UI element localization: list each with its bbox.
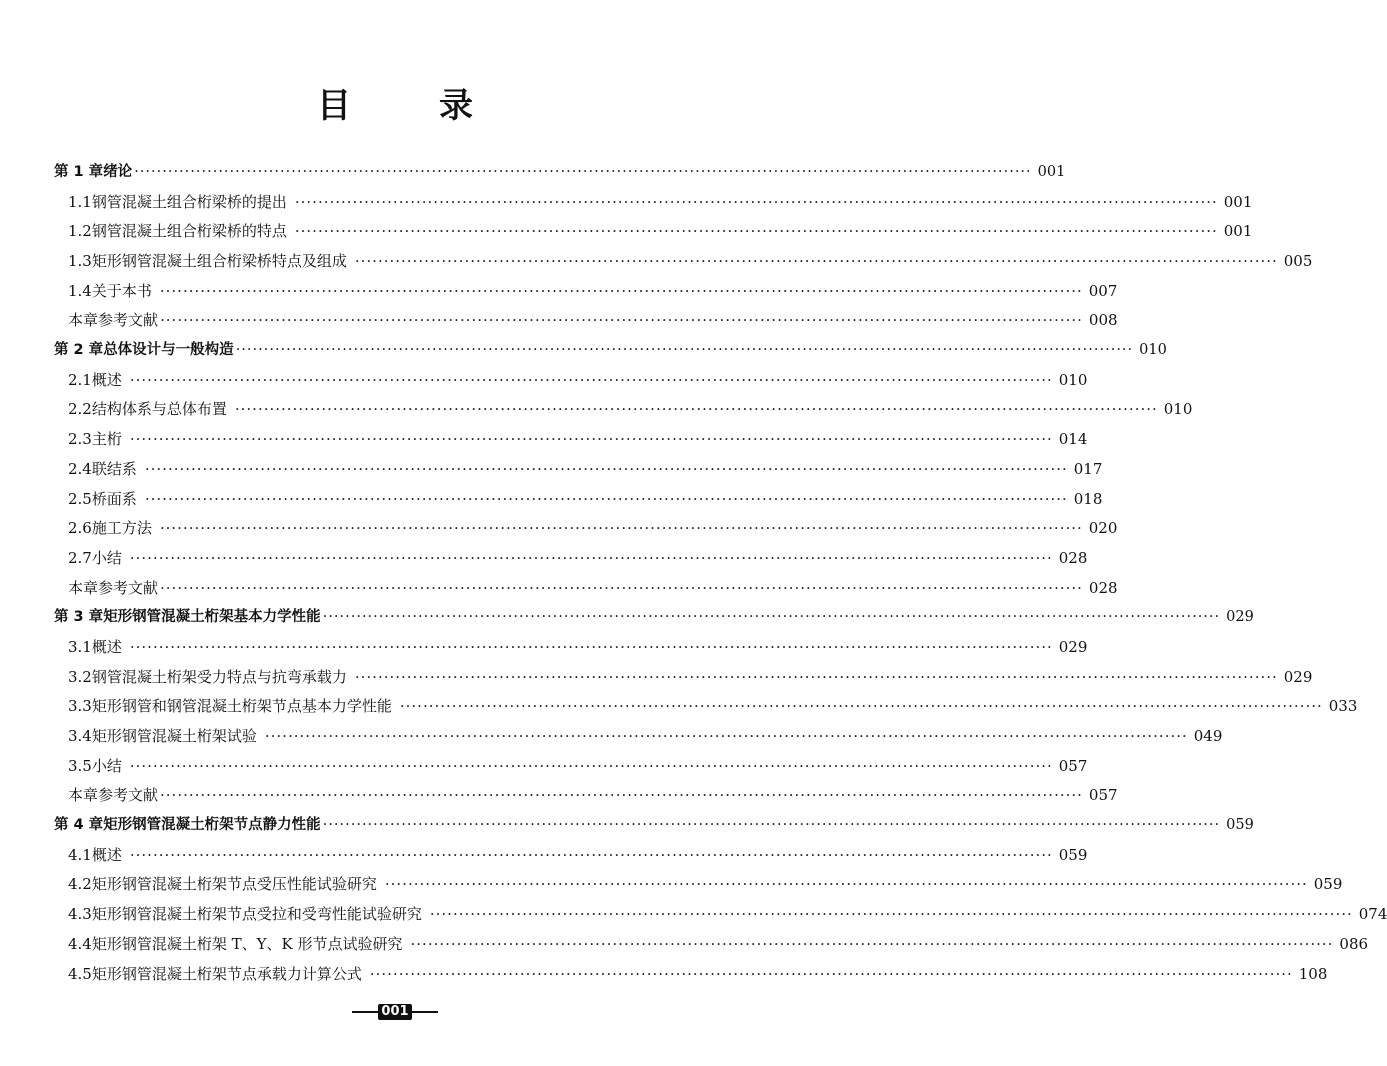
toc-entry-number: 4.5: [68, 964, 92, 983]
toc-entry-section[interactable]: [54, 900, 1387, 930]
table-of-contents: [54, 158, 1387, 989]
toc-entry-number: 第 1 章: [54, 163, 104, 180]
toc-entry-page: 028: [1058, 548, 1088, 567]
toc-entry-page: 033: [1328, 697, 1358, 716]
toc-entry-number: 3.4: [68, 727, 92, 746]
toc-entry-number: 3.3: [68, 697, 92, 716]
toc-entry-title: 施工方法: [91, 519, 152, 538]
toc-entry-page: 017: [1073, 459, 1103, 478]
toc-dot-leader: ································································································································································: [322, 609, 1221, 626]
toc-dot-leader: ································································································································································: [354, 252, 1278, 271]
toc-entry-section[interactable]: [54, 960, 1328, 990]
toc-entry-number: 4.3: [68, 905, 92, 924]
toc-entry-title: 钢管混凝土组合桁梁桥的特点: [91, 222, 287, 241]
toc-entry-title: 矩形钢管混凝土桁架 T、Y、K 形节点试验研究: [91, 934, 403, 953]
toc-entry-section[interactable]: [54, 663, 1313, 693]
toc-entry-page: 007: [1088, 281, 1118, 300]
toc-entry-section[interactable]: [54, 692, 1358, 722]
footer-dash-right: [412, 1011, 438, 1013]
toc-entry-page: 057: [1088, 786, 1118, 805]
toc-entry-number: 3.5: [68, 756, 92, 775]
toc-entry-section[interactable]: [54, 841, 1088, 871]
toc-entry-page: 029: [1058, 637, 1088, 656]
toc-entry-number: 3.1: [68, 637, 92, 656]
toc-entry-section[interactable]: [54, 425, 1088, 455]
toc-dot-leader: ································································································································································: [159, 519, 1083, 538]
toc-entry-title: 关于本书: [91, 281, 152, 300]
toc-dot-leader: ································································································································································: [369, 964, 1293, 983]
page-title-char-1: 目: [317, 86, 351, 126]
toc-entry-number: 4.4: [68, 934, 92, 953]
toc-entry-page: 059: [1226, 817, 1254, 834]
toc-dot-leader: ································································································································································: [129, 756, 1053, 775]
toc-entry-page: 049: [1193, 727, 1223, 746]
toc-entry-title: 总体设计与一般构造: [103, 342, 234, 359]
toc-entry-title: 联结系: [91, 459, 137, 478]
page-title-char-2: 录: [439, 86, 473, 126]
toc-dot-leader: ································································································································································: [144, 489, 1068, 508]
toc-entry-section[interactable]: [54, 188, 1253, 218]
toc-entry-section[interactable]: [54, 871, 1343, 901]
toc-dot-leader: ································································································································································: [410, 934, 1334, 953]
toc-entry-page: 057: [1058, 756, 1088, 775]
toc-entry-page: 029: [1283, 667, 1313, 686]
toc-entry-section[interactable]: [54, 396, 1193, 426]
toc-entry-number: 2.5: [68, 489, 92, 508]
toc-dot-leader: ································································································································································: [159, 281, 1083, 300]
toc-dot-leader: ································································································································································: [234, 400, 1158, 419]
toc-entry-page: 010: [1058, 370, 1088, 389]
toc-dot-leader: ································································································································································: [160, 786, 1083, 805]
toc-entry-page: 008: [1088, 311, 1118, 330]
toc-entry-ref[interactable]: [54, 781, 1118, 811]
toc-dot-leader: ································································································································································: [294, 192, 1218, 211]
toc-entry-page: 005: [1283, 252, 1313, 271]
toc-entry-number: 3.2: [68, 667, 92, 686]
toc-entry-title: 矩形钢管混凝土桁架试验: [91, 727, 257, 746]
toc-entry-number: 4.1: [68, 845, 92, 864]
toc-entry-title: 矩形钢管混凝土桁架节点静力性能: [103, 817, 321, 834]
toc-entry-page: 086: [1339, 934, 1369, 953]
toc-dot-leader: ································································································································································: [129, 637, 1053, 656]
toc-entry-number: 2.2: [68, 400, 92, 419]
toc-dot-leader: ································································································································································: [354, 667, 1278, 686]
toc-entry-section[interactable]: [54, 633, 1088, 663]
toc-dot-leader: ································································································································································: [294, 222, 1218, 241]
toc-entry-number: 1.1: [68, 192, 92, 211]
toc-entry-chapter[interactable]: [54, 603, 1254, 633]
toc-entry-number: 1.2: [68, 222, 92, 241]
toc-entry-section[interactable]: [54, 217, 1253, 247]
toc-entry-page: 014: [1058, 430, 1088, 449]
toc-entry-number: 第 2 章: [54, 342, 104, 359]
toc-entry-title: 钢管混凝土组合桁梁桥的提出: [91, 192, 287, 211]
toc-entry-title: 小结: [91, 756, 122, 775]
toc-entry-page: 018: [1073, 489, 1103, 508]
toc-entry-chapter[interactable]: [54, 811, 1254, 841]
toc-entry-title: 概述: [91, 637, 122, 656]
toc-entry-title: 本章参考文献: [68, 578, 159, 597]
toc-dot-leader: ································································································································································: [399, 697, 1323, 716]
toc-entry-section[interactable]: [54, 366, 1088, 396]
toc-entry-title: 矩形钢管混凝土桁架节点受压性能试验研究: [91, 875, 377, 894]
toc-entry-title: 矩形钢管和钢管混凝土桁架节点基本力学性能: [91, 697, 392, 716]
toc-entry-title: 矩形钢管混凝土桁架节点承载力计算公式: [91, 964, 362, 983]
toc-entry-chapter[interactable]: [54, 336, 1167, 366]
toc-dot-leader: ································································································································································: [264, 727, 1188, 746]
toc-entry-number: 1.4: [68, 281, 92, 300]
toc-entry-title: 结构体系与总体布置: [91, 400, 227, 419]
toc-entry-number: 2.6: [68, 519, 92, 538]
toc-entry-section[interactable]: [54, 752, 1088, 782]
toc-dot-leader: ································································································································································: [134, 163, 1032, 180]
toc-dot-leader: ································································································································································: [129, 430, 1053, 449]
toc-dot-leader: ································································································································································: [429, 905, 1353, 924]
toc-entry-number: 第 3 章: [54, 609, 104, 626]
toc-entry-section[interactable]: [54, 544, 1088, 574]
toc-entry-section[interactable]: [54, 930, 1369, 960]
toc-entry-number: 2.1: [68, 370, 92, 389]
toc-entry-page: 029: [1226, 609, 1254, 626]
toc-entry-page: 010: [1139, 342, 1167, 359]
toc-dot-leader: ································································································································································: [129, 548, 1053, 567]
toc-entry-page: 001: [1223, 192, 1253, 211]
toc-entry-title: 概述: [91, 370, 122, 389]
toc-entry-number: 2.3: [68, 430, 92, 449]
toc-entry-title: 绪论: [103, 163, 133, 180]
toc-entry-page: 059: [1058, 845, 1088, 864]
toc-entry-number: 第 4 章: [54, 817, 104, 834]
toc-entry-page: 059: [1313, 875, 1343, 894]
toc-entry-title: 桥面系: [91, 489, 137, 508]
toc-dot-leader: ································································································································································: [129, 845, 1053, 864]
toc-dot-leader: ································································································································································: [322, 817, 1221, 834]
page-footer: [0, 1004, 790, 1020]
toc-entry-ref[interactable]: [54, 574, 1118, 604]
toc-entry-title: 本章参考文献: [68, 311, 159, 330]
toc-entry-title: 主桁: [91, 430, 122, 449]
toc-dot-leader: ································································································································································: [160, 578, 1083, 597]
toc-entry-section[interactable]: [54, 277, 1118, 307]
toc-entry-page: 108: [1298, 964, 1328, 983]
page-title: [0, 78, 790, 127]
toc-entry-title: 矩形钢管混凝土组合桁梁桥特点及组成: [91, 252, 347, 271]
toc-entry-section[interactable]: [54, 247, 1313, 277]
toc-entry-number: 2.4: [68, 459, 92, 478]
toc-entry-page: 001: [1037, 163, 1066, 180]
toc-dot-leader: ································································································································································: [235, 342, 1134, 359]
toc-entry-section[interactable]: [54, 485, 1103, 515]
toc-entry-title: 本章参考文献: [68, 786, 159, 805]
toc-dot-leader: ································································································································································: [160, 311, 1083, 330]
toc-entry-title: 概述: [91, 845, 122, 864]
toc-dot-leader: ································································································································································: [144, 459, 1068, 478]
toc-entry-section[interactable]: [54, 722, 1223, 752]
toc-entry-section[interactable]: [54, 455, 1103, 485]
toc-dot-leader: ································································································································································: [129, 370, 1053, 389]
toc-entry-number: 4.2: [68, 875, 92, 894]
toc-entry-page: 010: [1163, 400, 1193, 419]
toc-entry-page: 074: [1358, 905, 1387, 924]
toc-entry-title: 矩形钢管混凝土桁架节点受拉和受弯性能试验研究: [91, 905, 422, 924]
toc-entry-title: 小结: [91, 548, 122, 567]
toc-entry-title: 钢管混凝土桁架受力特点与抗弯承载力: [91, 667, 347, 686]
toc-entry-section[interactable]: [54, 514, 1118, 544]
toc-entry-number: 2.7: [68, 548, 92, 567]
toc-entry-chapter[interactable]: [54, 158, 1066, 188]
toc-entry-number: 1.3: [68, 252, 92, 271]
toc-entry-ref[interactable]: [54, 306, 1118, 336]
toc-entry-page: 020: [1088, 519, 1118, 538]
toc-entry-title: 矩形钢管混凝土桁架基本力学性能: [103, 609, 321, 626]
footer-dash-left: [352, 1011, 378, 1013]
footer-page-number: 001: [378, 1004, 411, 1020]
toc-entry-page: 028: [1088, 578, 1118, 597]
toc-dot-leader: ································································································································································: [384, 875, 1308, 894]
toc-entry-page: 001: [1223, 222, 1253, 241]
